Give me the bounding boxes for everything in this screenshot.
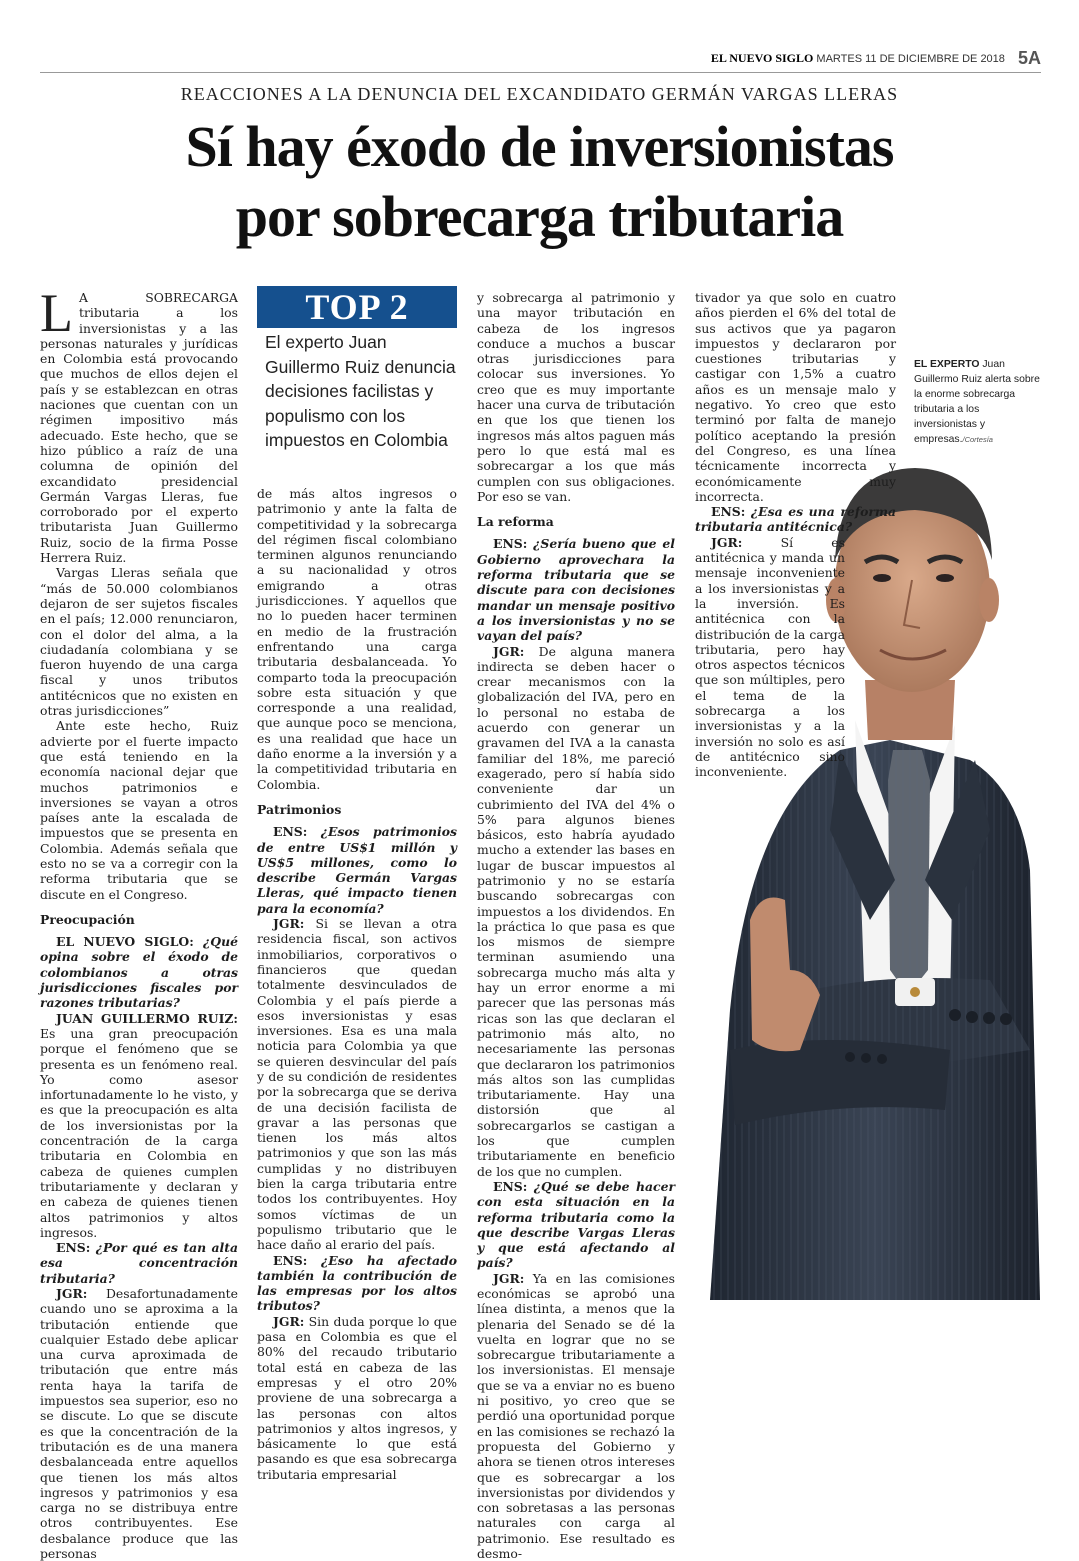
page-header — [711, 46, 1041, 67]
subhead-patrimonios: Patrimonios — [257, 801, 342, 817]
question: ENS: ¿Por qué es tan alta esa concentración tributaria? — [40, 1240, 238, 1286]
paragraph: Ante este hecho, Ruiz advierte por el fuerte impacto que está teniendo en la economía nacional dejar que muchos patrimonios e inversiones se vayan a otros países ante la escalada de impuestos que se presenta en Colombia. Además señala que esto no se va a corregir con la reforma tributaria que se discute en el Congreso. — [40, 718, 238, 902]
answer: JUAN GUILLERMO RUIZ: Es una gran preocupación porque el fenómeno que se presenta es un fenómeno real. Yo como asesor infortunadamente lo he visto, y es que la preocupación es alta de los inversionistas por la concentración de la carga tributaria en Colombia en cabeza de quienes cumplen tributariamente y declaran y en cabeza de quienes tienen altos patrimonios y altos ingresos. — [40, 1010, 238, 1240]
question: ENS: ¿Eso ha afectado también la contribución de las empresas por los altos tributos? — [257, 1252, 457, 1314]
answer: JGR: Ya en las comisiones económicas se aprobó una línea distinta, a menos que la plenaria del Senado se dé la vuelta en lograr que no se sobrecargue tributariamente a los inversionistas. El mensaje que se va a enviar no es bueno ni positivo, yo creo que se perdió una oportunidad porque en las comisiones se rechazó la propuesta del Gobierno y ahora se tienen otros intereses que es sobrecargar a los inversionistas por dividendos y con sobretasas a las personas naturales con carga al patrimonio. Ese resultado es desmo- — [477, 1270, 675, 1561]
paragraph: tivador ya que solo en cuatro años pierden el 6% del total de sus activos que ya pagaron impuestos y declararon por cuestiones tributarias y castigar con 1,5% a cuatro años es un mensaje malo y negativo. Yo creo que esto terminó por falta de manejo político aceptando la presión del Congreso, es una línea técnicamente incorrecta y económicamente muy incorrecta. — [695, 290, 896, 504]
headline-line-2: por sobrecarga tributaria — [235, 184, 844, 249]
caption-lead: EL EXPERTO — [914, 359, 980, 370]
article-column-3 — [477, 290, 675, 1561]
paragraph: y sobrecarga al patrimonio y una mayor tributación en cabeza de los ingresos conduce a muchos a buscar otras jurisdicciones para colocar sus inversiones. Yo creo que es muy importante hacer una curva de tributación en que los que tienen los ingresos más altos paguen más pero lo que está mal es sobrecargar a los que más cumplen con sus obligaciones. Por eso se van. — [477, 290, 675, 504]
question: EL NUEVO SIGLO: ¿Qué opina sobre el éxodo de colombianos a otras jurisdicciones fiscales por razones tributarias? — [40, 934, 238, 1011]
paragraph: Vargas Lleras señala que “más de 50.000 colombianos dejaron de ser sujetos fiscales en el país; 12.000 renunciaron, con el dolor del alma, a la ciudadanía colombiana y se fueron huyendo de una carga fiscal y unos tributos antitécnicos que no existen en otras jurisdicciones” — [40, 565, 238, 719]
answer: JGR: Desafortunadamente cuando uno se aproxima a la tributación entiende que cualquier Estado debe aplicar una curva aproximada de tributación que entre más renta haya la tarifa de impuestos sea superior, eso no se discute. Lo que se discute es que la concentración de la tributación es de una manera desbalanceada entre aquellos que tienen los más altos ingresos y patrimonios y esa carga no se distribuya entre otros contribuyentes. Ese desbalance produce que las personas — [40, 1286, 238, 1561]
answer: JGR: Si se llevan a otra residencia fiscal, son activos inmobiliarios, corporativos o financieros que quedan totalmente desvinculados de Colombia y el país pierde a esos inversionistas y esas inversiones. Esa es una mala noticia para Colombia ya que se quieren desvincular del país y de su condición de residentes por la sobrecarga que se deriva de una decisión facilista de gravar a las personas que tienen los más altos patrimonios y que son las más cumplidas y no distribuyen bien la carga tributaria entre todos los contribuyentes. Hoy somos víctimas de un populismo tributario que le hace daño al erario del país. — [257, 916, 457, 1253]
dropcap: L — [40, 283, 73, 343]
article-column-1 — [40, 283, 238, 1561]
article-column-2 — [257, 486, 457, 1482]
subhead-preocupacion: Preocupación — [40, 911, 135, 927]
answer: JGR: Sí es antitécnica y manda un mensaje inconveniente a los inversionistas y a la inversión. Es antitécnica con la distribución de la carga tributaria, pero hay otros aspectos técnicos que son múltiples, pero el tema de la sobrecarga a los inversionistas y a la inversión no solo es así de antitécnico sino inconveniente. — [695, 534, 845, 780]
question: ENS: ¿Esa es una reforma tributaria antitécnica? — [695, 504, 896, 535]
top2-box — [257, 286, 457, 453]
issue-date: MARTES 11 DE DICIEMBRE DE 2018 — [816, 53, 1005, 65]
top2-teaser: El experto Juan Guillermo Ruiz denuncia decisiones facilistas y populismo con los impuestos en Colombia — [265, 332, 456, 450]
question: ENS: ¿Esos patrimonios de entre US$1 millón y US$5 millones, como lo describe Germán Vargas Lleras, qué impacto tienen para la economía? — [257, 824, 457, 916]
lead-paragraph: L A SOBRECARGA tributaria a los inversionistas y a las personas naturales y jurídicas en Colombia está provocando que muchos de ellos dejen el país y se establezcan en otras naciones que cuentan con un régimen impositivo más adecuado. Este hecho, que se hizo público a raíz de una columna de opinión del excandidato presidencial Germán Vargas Lleras, fue corroborado por el experto tributarista Juan Guillermo Ruiz, socio de la firma Posse Herrera Ruiz. — [40, 283, 238, 566]
headline-line-1: Sí hay éxodo de inversionistas — [185, 114, 894, 179]
paragraph: de más altos ingresos o patrimonio y ante la falta de competitividad y la sobrecarga del régimen fiscal colombiano terminen algunos renunciando a su nacionalidad y otros emigrando a otras jurisdicciones. Y aquellos que no lo pueden hacer terminen en medio de la frustración enfrentando una carga tributaria desbalanceada. Yo comparto toda la preocupación sobre esta situación y que corresponde a una realidad, que aunque poco se menciona, es una realidad que hace un daño enorme a la inversión y a la competitividad tributaria en Colombia. — [257, 486, 457, 792]
top2-badge: TOP 2 — [257, 286, 457, 328]
page-number: 5A — [1017, 48, 1041, 68]
kicker: REACCIONES A LA DENUNCIA DEL EXCANDIDATO GERMÁN VARGAS LLERAS — [180, 84, 899, 104]
newspaper-name: EL NUEVO SIGLO — [710, 51, 814, 65]
header-divider — [40, 72, 1041, 73]
question: ENS: ¿Sería bueno que el Gobierno aprovechara la reforma tributaria que se discute para con decisiones mandar un mensaje positivo a los inversionistas y no se vayan del país? — [477, 536, 675, 644]
answer: JGR: Sin duda porque lo que pasa en Colombia es que el 80% del recaudo tributario total está en cabeza de las empresas y el otro 20% proviene de una sobrecarga a las personas con altos patrimonios y altos ingresos, y básicamente lo que está pasando es que esa sobrecarga tributaria empresarial — [257, 1313, 457, 1482]
question: ENS: ¿Qué se debe hacer con esta situación en la reforma tributaria como la que describe Vargas Lleras y que está afectando al país? — [477, 1178, 675, 1271]
answer: JGR: De alguna manera indirecta se deben hacer o crear mecanismos con la globalización del IVA, pero en lo personal no estaba de acuerdo con generar un gravamen del IVA a la canasta familiar del 18%, me pareció exagerado, pero sí había sido conveniente dar un cubrimiento del IVA del 4% o 5% para algunos bienes básicos, esto habría ayudado mucho a extender las bases en lugar de buscar impuestos al patrimonio y no se estaría buscando sobrecargas con impuestos a los dividendos. En la práctica lo que pasa es que los mismos de siempre terminan asumiendo una sobrecarga mucho más alta y hay un error enorme a mi parecer que las personas más ricas son las que declaran el patrimonio más alto, no necesariamente las personas que declararon los patrimonios más altos son las cumplidas tributariamente. Hay una distorsión que al sobrecargarlos se castigan a los que cumplen tributariamente en beneficio de los que no cumplen. — [477, 643, 675, 1179]
photo-caption — [914, 357, 1044, 447]
subhead-la-reforma: La reforma — [477, 514, 554, 530]
caption-text: Juan Guillermo Ruiz alerta sobre la enorme sobrecarga tributaria a los inversionistas y empresas. — [914, 359, 1040, 445]
article-column-4 — [695, 290, 896, 780]
photo-credit: /Cortesía — [962, 435, 993, 444]
headline — [0, 112, 1079, 252]
